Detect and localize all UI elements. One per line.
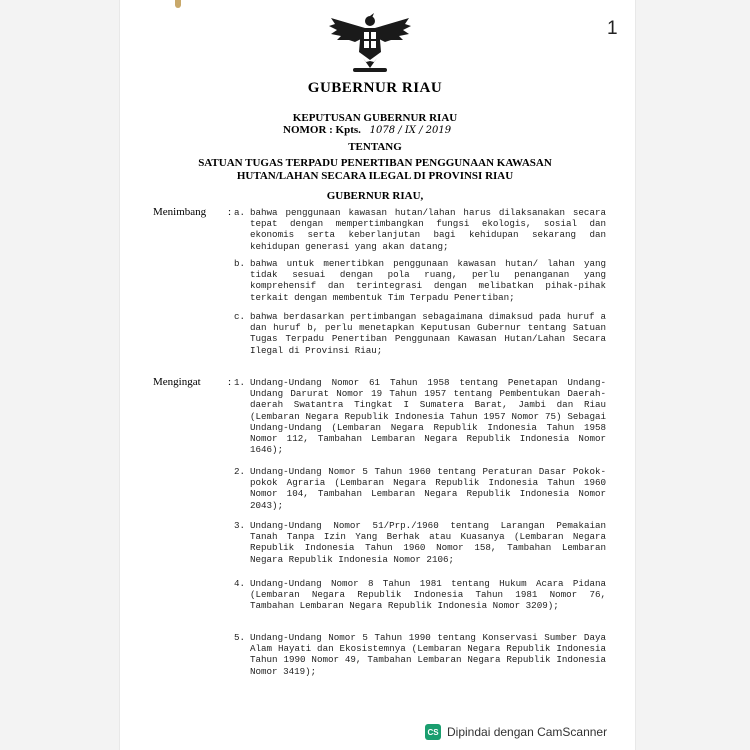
menimbang-item xyxy=(234,258,606,303)
decision-number xyxy=(283,124,451,136)
subject-line-1: SATUAN TUGAS TERPADU PENERTIBAN PENGGUNAAN KAWASAN xyxy=(198,157,552,169)
binder-clip-mark xyxy=(175,0,181,8)
item-mark: 1. xyxy=(234,377,246,388)
mengingat-item xyxy=(234,632,606,677)
item-mark: a. xyxy=(234,207,246,218)
mengingat-colon: : xyxy=(228,376,232,388)
page-number: 1 xyxy=(607,18,618,39)
item-text: bahwa untuk menertibkan penggunaan kawasan hutan/ lahan yang tidak sesuai dengan pola ruang, perlu penanganan yang komprehensif dan terintegrasi dengan melibatkan pihak-pihak terkait dengan membentuk Tim Terpadu Penertiban; xyxy=(250,258,606,303)
item-mark: 4. xyxy=(234,578,246,589)
item-text: Undang-Undang Nomor 51/Prp./1960 tentang Larangan Pemakaian Tanah Tanpa Izin Yang Berhak atau Kuasanya (Lembaran Negara Republik Indonesia Tahun 1960 Nomor 158, Tambahan Lembaran Negara Republik Indonesia Nomor 2106; xyxy=(250,520,606,565)
garuda-emblem-icon xyxy=(325,12,415,76)
item-mark: b. xyxy=(234,258,246,269)
item-mark: 2. xyxy=(234,466,246,477)
menimbang-item xyxy=(234,311,606,356)
decision-number-label: NOMOR : Kpts. xyxy=(283,124,361,136)
item-text: bahwa penggunaan kawasan hutan/lahan harus dilaksanakan secara tepat dengan mempertimbangkan fungsi ekologis, sosial dan ekonomis serta keberlanjutan bagi kehidupan sekarang dan kehidupan generasi yang akan datang; xyxy=(250,207,606,252)
mengingat-item xyxy=(234,578,606,612)
mengingat-label: Mengingat xyxy=(153,376,201,388)
item-text: Undang-Undang Nomor 61 Tahun 1958 tentang Penetapan Undang-Undang Darurat Nomor 19 Tahun 1957 tentang Pembentukan Daerah-daerah Swatantra Tingkat I Sumatera Barat, Jambi dan Riau (Lembaran Negara Republik Indonesia Tahun 1957 Nomor 75) Sebagai Undang-Undang (Lembaran Negara Republik Indonesia Tahun 1958 Nomor 112, Tambahan Lembaran Negara Republik Indonesia Nomor 1646); xyxy=(250,377,606,456)
mengingat-item xyxy=(234,377,606,455)
item-text: Undang-Undang Nomor 5 Tahun 1990 tentang Konservasi Sumber Daya Alam Hayati dan Ekosistemnya (Lembaran Negara Republik Indonesia Tahun 1990 Nomor 49, Tambahan Lembaran Negara Republik Indonesia Nomor 3419); xyxy=(250,632,606,677)
item-text: bahwa berdasarkan pertimbangan sebagaimana dimaksud pada huruf a dan huruf b, perlu menetapkan Keputusan Gubernur tentang Satuan Tugas Terpadu Penertiban Penggunaan Kawasan Hutan/Lahan Secara Ilegal di Provinsi Riau; xyxy=(250,311,606,356)
decision-title: KEPUTUSAN GUBERNUR RIAU xyxy=(292,112,458,124)
issuer-title: GUBERNUR RIAU xyxy=(307,80,443,96)
scanner-watermark xyxy=(425,720,607,744)
mengingat-item xyxy=(234,520,606,565)
menimbang-item xyxy=(234,207,606,252)
menimbang-colon: : xyxy=(228,206,232,218)
camscanner-icon: CS xyxy=(425,724,441,740)
menimbang-label: Menimbang xyxy=(153,206,207,218)
governor-heading: GUBERNUR RIAU, xyxy=(326,190,424,202)
about-heading: TENTANG xyxy=(348,141,402,153)
decision-number-value: 1078 / IX / 2019 xyxy=(369,125,452,136)
item-text: Undang-Undang Nomor 5 Tahun 1960 tentang Peraturan Dasar Pokok-pokok Agraria (Lembaran Negara Republik Indonesia Tahun 1960 Nomor 104, Tambahan Lembaran Negara Republik Indonesia Nomor 2043); xyxy=(250,466,606,511)
item-mark: 3. xyxy=(234,520,246,531)
item-mark: 5. xyxy=(234,632,246,643)
mengingat-item xyxy=(234,466,606,511)
item-mark: c. xyxy=(234,311,246,322)
subject-line-2: HUTAN/LAHAN SECARA ILEGAL DI PROVINSI RIAU xyxy=(236,170,514,182)
item-text: Undang-Undang Nomor 8 Tahun 1981 tentang Hukum Acara Pidana (Lembaran Negara Republik Indonesia Tahun 1981 Nomor 76, Tambahan Lembaran Negara Republik Indonesia Nomor 3209); xyxy=(250,578,606,612)
scanner-watermark-text: Dipindai dengan CamScanner xyxy=(447,725,608,739)
